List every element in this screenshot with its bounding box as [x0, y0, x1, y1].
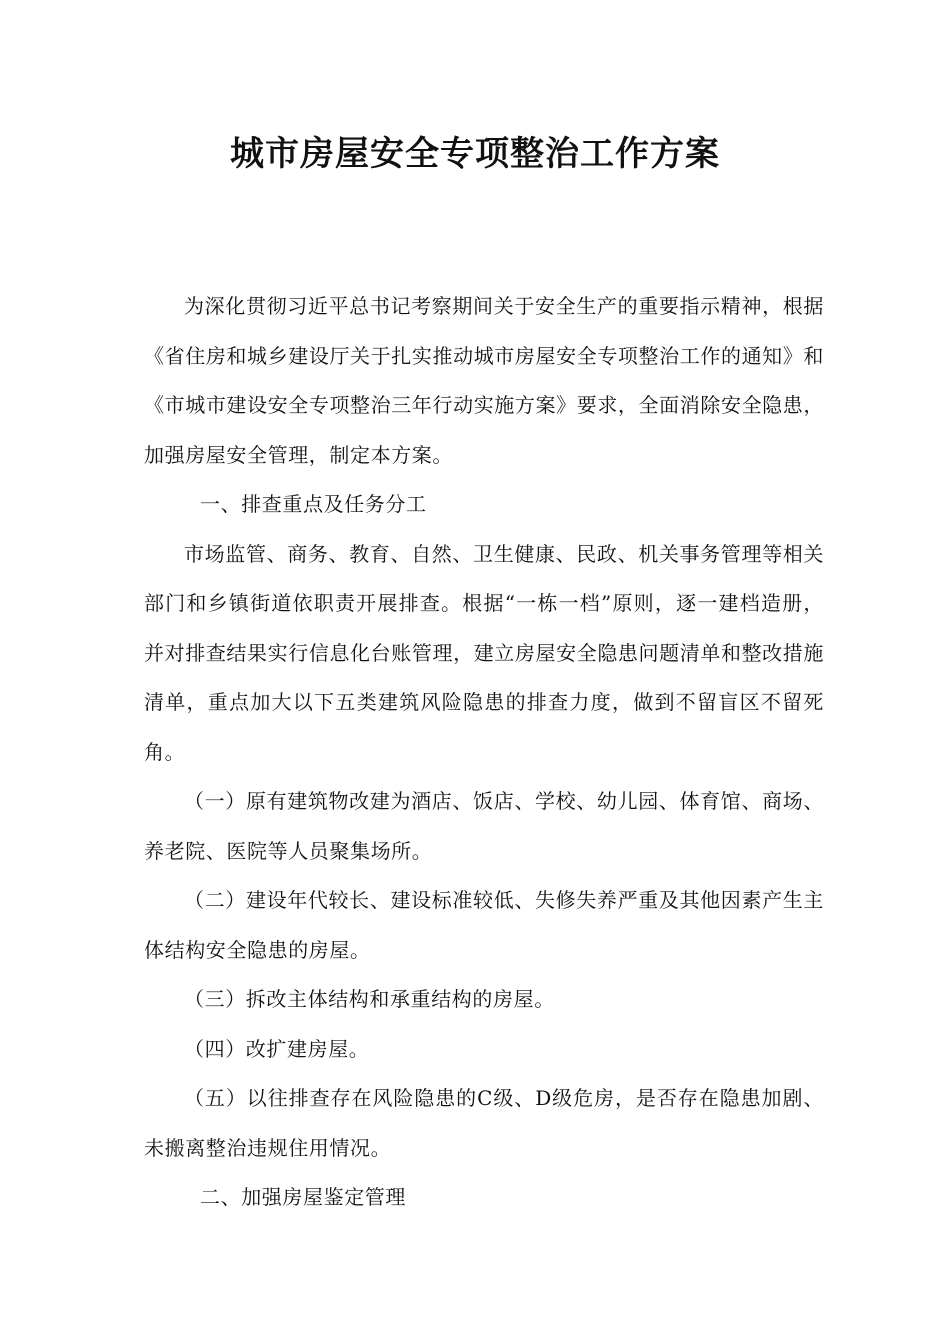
section-heading-2: 二、加强房屋鉴定管理 [200, 1185, 406, 1209]
list-item-4: （四）改扩建房屋。 [184, 1036, 370, 1061]
list-item-2: （二）建设年代较长、建设标准较低、失修失养严重及其他因素产生主体结构安全隐患的房屋。 [144, 888, 824, 962]
list-item-1: （一）原有建筑物改建为酒店、饭店、学校、幼儿园、体育馆、商场、养老院、医院等人员聚集场所。 [144, 789, 824, 863]
list-item-3: （三）拆改主体结构和承重结构的房屋。 [184, 987, 555, 1011]
document-title: 城市房屋安全专项整治工作方案 [230, 134, 720, 174]
document-body [144, 282, 824, 1223]
section-heading-1: 一、排查重点及任务分工 [200, 492, 427, 516]
paragraph-intro: 为深化贯彻习近平总书记考察期间关于安全生产的重要指示精神，根据《省住房和城乡建设厅关于扎实推动城市房屋安全专项整治工作的通知》和《市城市建设安全专项整治三年行动实施方案》要求，全面消除安全隐患，加强房屋安全管理，制定本方案。 [144, 294, 824, 467]
list-item-5: （五）以往排查存在风险隐患的C级、D级危房，是否存在隐患加剧、未搬离整治违规住用情况。 [144, 1086, 824, 1160]
paragraph-task-division: 市场监管、商务、教育、自然、卫生健康、民政、机关事务管理等相关部门和乡镇街道依职责开展排查。根据“一栋一档”原则，逐一建档造册，并对排查结果实行信息化台账管理，建立房屋安全隐患问题清单和整改措施清单，重点加大以下五类建筑风险隐患的排查力度，做到不留盲区不留死角。 [144, 541, 824, 764]
